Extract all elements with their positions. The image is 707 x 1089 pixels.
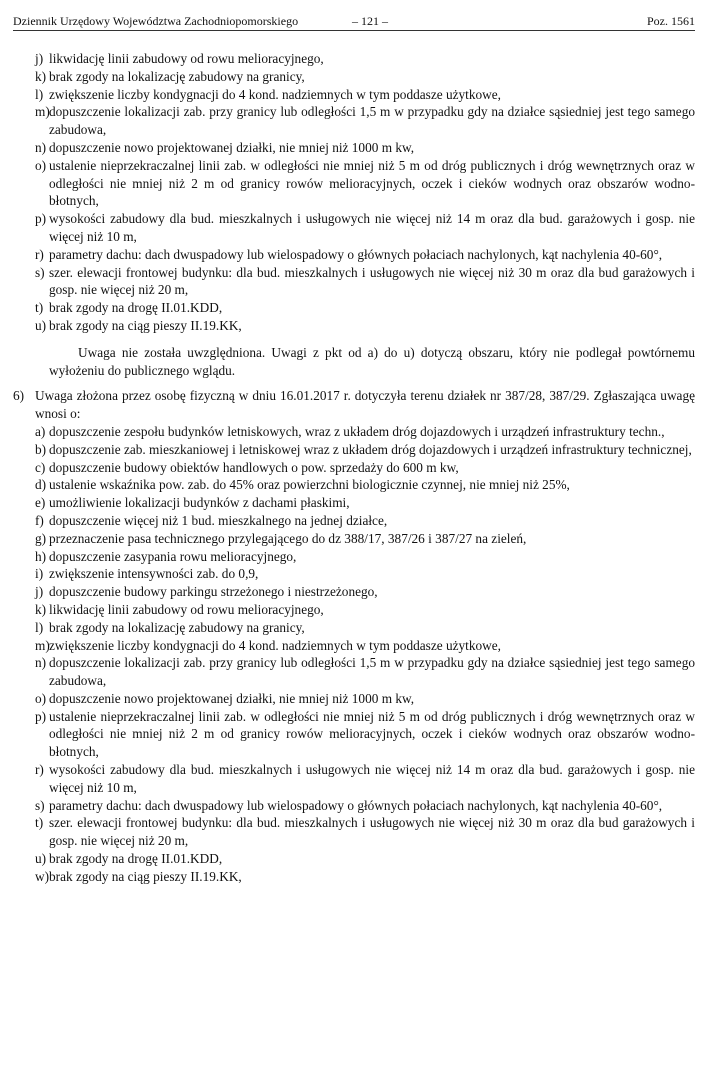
list-item-text: parametry dachu: dach dwuspadowy lub wielospadowy o głównych połaciach nachylonych, kąt nachylenia 40-60°, <box>49 246 663 262</box>
list-item-text: brak zgody na ciąg pieszy II.19.KK, <box>49 317 242 333</box>
list-item <box>13 868 695 886</box>
list-item <box>13 512 695 530</box>
list-item-text: likwidację linii zabudowy od rowu melioracyjnego, <box>49 51 324 66</box>
list-item-text: umożliwienie lokalizacji budynków z dachami płaskimi, <box>49 495 350 511</box>
list-item-text: dopuszczenie nowo projektowanej działki, nie mniej niż 1000 m kw, <box>49 139 415 155</box>
list-item-text: brak zgody na ciąg pieszy II.19.KK, <box>49 868 242 884</box>
list-item <box>13 299 695 317</box>
list-item-text: brak zgody na lokalizację zabudowy na granicy, <box>49 619 305 635</box>
objection-list-6 <box>13 423 695 886</box>
list-item-marker: l) <box>35 86 44 102</box>
list-item-text: dopuszczenie lokalizacji zab. przy granicy lub odległości 1,5 m w przypadku gdy na działce sąsiedniej jest tego samego zabudowa, <box>49 104 695 138</box>
list-item <box>13 637 695 655</box>
list-item <box>13 690 695 708</box>
list-item-marker: n) <box>35 139 47 155</box>
list-item-marker: k) <box>35 601 47 617</box>
list-item-text: dopuszczenie budowy obiektów handlowych o pow. sprzedaży do 600 m kw, <box>49 459 459 475</box>
list-item <box>13 317 695 335</box>
list-item-text: brak zgody na lokalizację zabudowy na granicy, <box>49 68 305 84</box>
list-item-marker: l) <box>35 619 44 635</box>
list-item-text: wysokości zabudowy dla bud. mieszkalnych i usługowych nie więcej niż 14 m oraz dla bud. garażowych i gosp. nie więcej niż 10 m, <box>49 762 695 795</box>
list-item-text: zwiększenie intensywności zab. do 0,9, <box>49 566 259 582</box>
page-header <box>13 12 695 31</box>
list-item-marker: o) <box>35 157 47 173</box>
list-item-marker: t) <box>35 815 44 831</box>
list-item-marker: m) <box>35 637 50 653</box>
position-number: Poz. 1561 <box>647 14 695 28</box>
list-item-text: ustalenie nieprzekraczalnej linii zab. w odległości nie mniej niż 5 m od dróg publicznych i dróg wewnętrznych oraz w odległości nie mniej niż 2 m od granicy rowów melioracyjnych, oczek i cieków wodnych oraz obszarów wodno-błotnych, <box>49 157 695 209</box>
list-item-marker: h) <box>35 548 47 564</box>
list-item-marker: k) <box>35 68 47 84</box>
list-item <box>13 423 695 441</box>
list-item-marker: r) <box>35 762 44 778</box>
objection-list-5 <box>13 50 695 335</box>
objection-6-intro <box>13 387 695 423</box>
list-item <box>13 654 695 690</box>
list-item <box>13 441 695 459</box>
list-item-marker: i) <box>35 566 44 582</box>
page-number: – 121 – <box>352 14 388 28</box>
section-text: Uwaga złożona przez osobę fizyczną w dniu 16.01.2017 r. dotyczyła terenu działek nr 387/28, 387/29. Zgłaszająca uwagę wnosi o: <box>35 388 695 422</box>
list-item <box>13 50 695 68</box>
list-item-marker: u) <box>35 317 47 333</box>
list-item-text: dopuszczenie więcej niż 1 bud. mieszkalnego na jednej działce, <box>49 512 388 528</box>
list-item-marker: t) <box>35 300 44 316</box>
journal-title: Dziennik Urzędowy Województwa Zachodniopomorskiego <box>13 14 299 28</box>
list-item <box>13 210 695 246</box>
list-item-text: wysokości zabudowy dla bud. mieszkalnych i usługowych nie więcej niż 14 m oraz dla bud. garażowych i gosp. nie więcej niż 10 m, <box>49 211 695 244</box>
list-item <box>13 797 695 815</box>
list-item-text: zwiększenie liczby kondygnacji do 4 kond. nadziemnych w tym poddasze użytkowe, <box>49 637 501 653</box>
list-item-text: parametry dachu: dach dwuspadowy lub wielospadowy o głównych połaciach nachylonych, kąt nachylenia 40-60°, <box>49 797 663 813</box>
list-item-text: dopuszczenie nowo projektowanej działki, nie mniej niż 1000 m kw, <box>49 690 415 706</box>
list-item-text: dopuszczenie budowy parkingu strzeżonego i niestrzeżonego, <box>49 584 378 600</box>
list-item-text: ustalenie nieprzekraczalnej linii zab. w odległości nie mniej niż 5 m od dróg publicznych i dróg wewnętrznych oraz w odległości nie mniej niż 2 m od granicy rowów melioracyjnych, oczek i cieków wodnych oraz obszarów wodno-błotnych, <box>49 708 695 760</box>
list-item-marker: o) <box>35 690 47 706</box>
list-item-text: dopuszczenie zab. mieszkaniowej i letniskowej wraz z układem dróg dojazdowych i urządzeń infrastruktury technicznej, <box>49 441 692 457</box>
list-item-marker: s) <box>35 264 45 280</box>
list-item <box>13 459 695 477</box>
list-item <box>13 68 695 86</box>
list-item-marker: e) <box>35 495 46 511</box>
list-item <box>13 494 695 512</box>
list-item <box>13 157 695 210</box>
list-item-marker: p) <box>35 211 47 227</box>
list-item <box>13 850 695 868</box>
list-item-text: ustalenie wskaźnika pow. zab. do 45% oraz powierzchni biologicznie czynnej, nie mniej niż 25%, <box>49 477 570 493</box>
list-item-marker: d) <box>35 477 47 493</box>
list-item <box>13 139 695 157</box>
list-item-marker: p) <box>35 708 47 724</box>
list-item-text: zwiększenie liczby kondygnacji do 4 kond. nadziemnych w tym poddasze użytkowe, <box>49 86 501 102</box>
document-body <box>13 50 695 886</box>
list-item <box>13 246 695 264</box>
list-item-text: brak zgody na drogę II.01.KDD, <box>49 300 223 316</box>
list-item-text: likwidację linii zabudowy od rowu melioracyjnego, <box>49 601 324 617</box>
list-item-marker: b) <box>35 441 47 457</box>
list-item <box>13 708 695 761</box>
resolution-note: Uwaga nie została uwzględniona. Uwagi z pkt od a) do u) dotyczą obszaru, który nie podlegał powtórnemu wyłożeniu do publicznego wglądu. <box>49 344 695 378</box>
section-marker: 6) <box>13 388 25 404</box>
list-item-marker: m) <box>35 104 50 120</box>
list-item <box>13 476 695 494</box>
list-item-marker: j) <box>35 584 44 600</box>
list-item <box>13 86 695 104</box>
list-item-marker: g) <box>35 530 47 546</box>
list-item <box>13 619 695 637</box>
list-item <box>13 565 695 583</box>
list-item-marker: c) <box>35 459 46 475</box>
list-item <box>13 814 695 850</box>
list-item-marker: w) <box>35 868 50 884</box>
list-item-marker: r) <box>35 246 44 262</box>
list-item-marker: u) <box>35 851 47 867</box>
list-item-text: szer. elewacji frontowej budynku: dla bud. mieszkalnych i usługowych nie więcej niż 30 m oraz dla bud garażowych i gosp. nie więcej niż 20 m, <box>49 264 695 298</box>
list-item <box>13 583 695 601</box>
list-item <box>13 761 695 797</box>
list-item-marker: f) <box>35 512 44 528</box>
list-item-marker: s) <box>35 797 45 813</box>
list-item <box>13 601 695 619</box>
list-item-text: szer. elewacji frontowej budynku: dla bud. mieszkalnych i usługowych nie więcej niż 30 m oraz dla bud garażowych i gosp. nie więcej niż 20 m, <box>49 815 695 849</box>
list-item-text: dopuszczenie zasypania rowu melioracyjnego, <box>49 548 297 564</box>
list-item-text: brak zgody na drogę II.01.KDD, <box>49 851 223 867</box>
list-item <box>13 530 695 548</box>
list-item-text: dopuszczenie zespołu budynków letniskowych, wraz z układem dróg dojazdowych i urządzeń infrastruktury techn., <box>49 423 665 439</box>
list-item-marker: j) <box>35 51 44 66</box>
list-item <box>13 548 695 566</box>
list-item <box>13 264 695 300</box>
list-item-marker: n) <box>35 655 47 671</box>
list-item <box>13 103 695 139</box>
list-item-marker: a) <box>35 423 46 439</box>
list-item-text: przeznaczenie pasa technicznego przylegającego do dz 388/17, 387/26 i 387/27 na zieleń, <box>49 530 527 546</box>
list-item-text: dopuszczenie lokalizacji zab. przy granicy lub odległości 1,5 m w przypadku gdy na działce sąsiedniej jest tego samego zabudowa, <box>49 655 695 689</box>
